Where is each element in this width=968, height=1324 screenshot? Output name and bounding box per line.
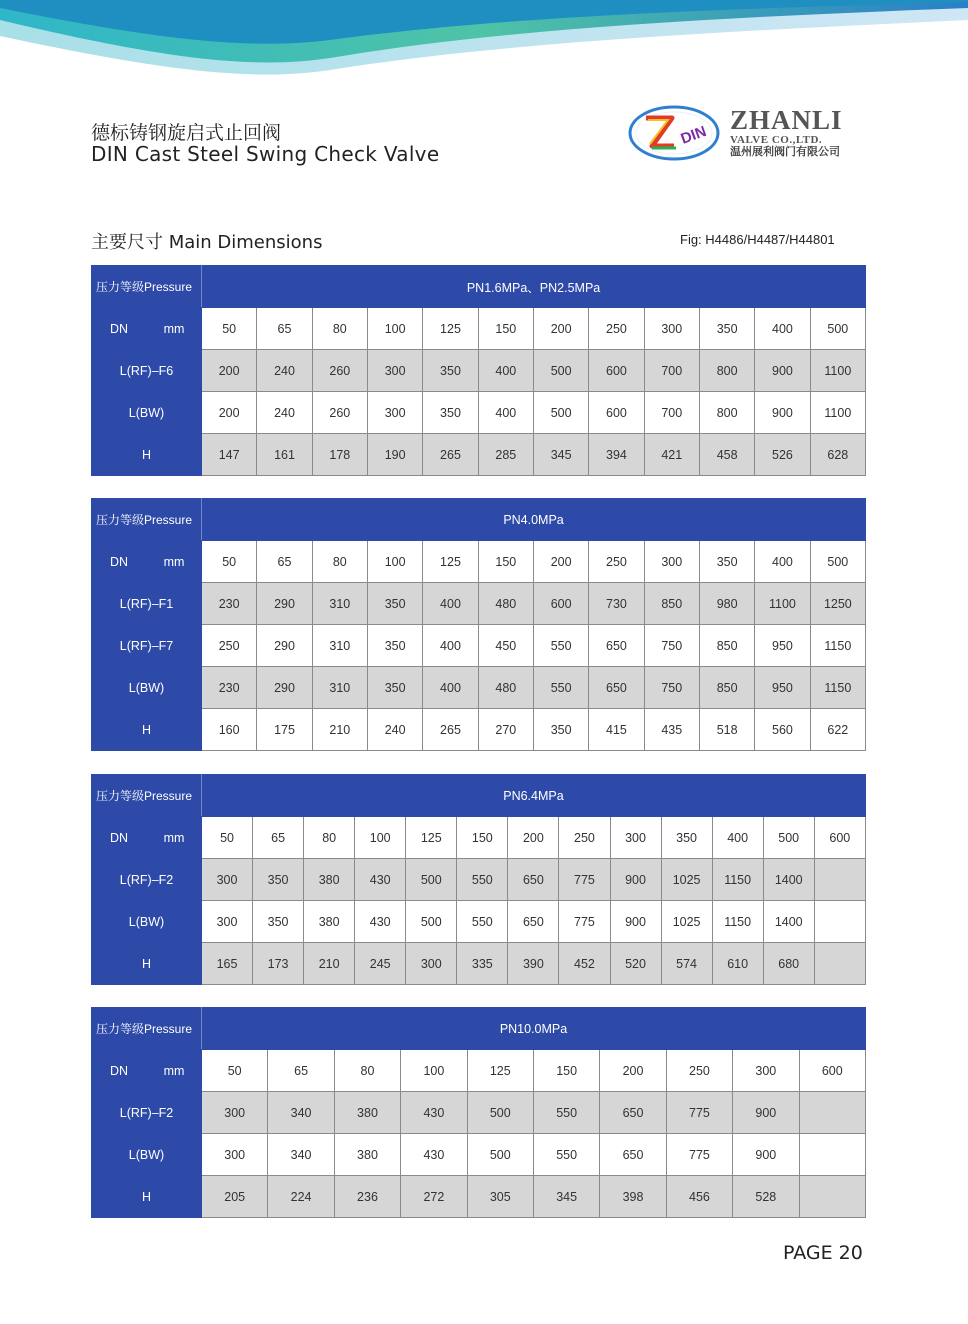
pressure-row bbox=[92, 266, 866, 308]
dimension-value-cell: 435 bbox=[644, 709, 699, 751]
dn-value-cell: 600 bbox=[799, 1050, 866, 1092]
dimension-table bbox=[91, 774, 866, 985]
row-label: L(BW) bbox=[92, 901, 202, 943]
dimension-value-cell bbox=[799, 1092, 866, 1134]
dimension-value-cell bbox=[814, 859, 865, 901]
dn-value-cell: 50 bbox=[202, 1050, 268, 1092]
dimension-value-cell: 458 bbox=[699, 434, 754, 476]
dimension-value-cell: 398 bbox=[600, 1176, 666, 1218]
table-row bbox=[92, 901, 866, 943]
dimension-value-cell: 240 bbox=[257, 350, 312, 392]
page-title-chinese: 德标铸钢旋启式止回阀 bbox=[91, 122, 282, 144]
dimension-value-cell: 345 bbox=[533, 1176, 599, 1218]
dn-value-cell: 80 bbox=[312, 541, 367, 583]
dimension-value-cell: 950 bbox=[755, 625, 810, 667]
dn-value-cell: 50 bbox=[202, 308, 257, 350]
dn-value-cell: 200 bbox=[533, 308, 588, 350]
dimension-value-cell: 900 bbox=[755, 392, 810, 434]
dn-value-cell: 500 bbox=[810, 541, 865, 583]
dn-value-cell: 150 bbox=[533, 1050, 599, 1092]
dimension-value-cell: 350 bbox=[253, 859, 304, 901]
dimension-value-cell: 900 bbox=[610, 859, 661, 901]
dimension-value-cell: 340 bbox=[268, 1092, 334, 1134]
pressure-class-value: PN4.0MPa bbox=[202, 499, 866, 541]
pressure-class-value: PN1.6MPa、PN2.5MPa bbox=[202, 266, 866, 308]
dimension-value-cell: 430 bbox=[401, 1092, 467, 1134]
dimension-value-cell: 175 bbox=[257, 709, 312, 751]
dimension-value-cell: 1250 bbox=[810, 583, 865, 625]
dimension-value-cell: 350 bbox=[253, 901, 304, 943]
dn-value-cell: 250 bbox=[559, 817, 610, 859]
dimension-value-cell: 210 bbox=[312, 709, 367, 751]
dimension-value-cell: 300 bbox=[202, 901, 253, 943]
dn-value-cell: 65 bbox=[257, 308, 312, 350]
dimension-value-cell: 730 bbox=[589, 583, 644, 625]
dimension-value-cell: 400 bbox=[423, 667, 478, 709]
dimension-value-cell: 600 bbox=[533, 583, 588, 625]
dimension-value-cell: 1150 bbox=[810, 667, 865, 709]
dimension-value-cell: 775 bbox=[666, 1092, 732, 1134]
dimension-value-cell: 900 bbox=[733, 1092, 799, 1134]
dn-value-cell: 125 bbox=[467, 1050, 533, 1092]
page-title-english: DIN Cast Steel Swing Check Valve bbox=[91, 142, 440, 166]
dimension-value-cell: 200 bbox=[202, 392, 257, 434]
dn-value-cell: 150 bbox=[478, 308, 533, 350]
dimension-value-cell: 300 bbox=[367, 350, 422, 392]
dimension-value-cell bbox=[814, 901, 865, 943]
dimension-value-cell: 300 bbox=[202, 1092, 268, 1134]
dimension-value-cell: 500 bbox=[467, 1134, 533, 1176]
dimension-value-cell: 500 bbox=[533, 392, 588, 434]
dimension-value-cell: 245 bbox=[355, 943, 406, 985]
dimension-value-cell: 380 bbox=[334, 1134, 400, 1176]
dimension-value-cell: 650 bbox=[600, 1092, 666, 1134]
dimension-value-cell: 1150 bbox=[810, 625, 865, 667]
dimension-value-cell: 190 bbox=[367, 434, 422, 476]
dn-label: DN bbox=[92, 817, 147, 859]
dimension-value-cell: 680 bbox=[763, 943, 814, 985]
dimension-value-cell: 500 bbox=[467, 1092, 533, 1134]
dimension-value-cell: 800 bbox=[699, 350, 754, 392]
table-row bbox=[92, 1176, 866, 1218]
dimension-value-cell: 400 bbox=[423, 583, 478, 625]
table-row bbox=[92, 583, 866, 625]
row-label: L(RF)–F2 bbox=[92, 1092, 202, 1134]
dimension-value-cell bbox=[799, 1134, 866, 1176]
dimension-value-cell: 1100 bbox=[810, 350, 865, 392]
dimension-value-cell: 380 bbox=[334, 1092, 400, 1134]
dimension-value-cell: 900 bbox=[755, 350, 810, 392]
dn-value-cell: 250 bbox=[589, 541, 644, 583]
dimension-value-cell: 550 bbox=[457, 859, 508, 901]
dimension-value-cell: 173 bbox=[253, 943, 304, 985]
dn-value-cell: 100 bbox=[367, 541, 422, 583]
dimension-value-cell: 650 bbox=[508, 859, 559, 901]
dn-value-cell: 150 bbox=[478, 541, 533, 583]
dn-value-cell: 300 bbox=[610, 817, 661, 859]
dimension-value-cell: 526 bbox=[755, 434, 810, 476]
row-label: H bbox=[92, 434, 202, 476]
pressure-row bbox=[92, 1008, 866, 1050]
dimension-value-cell: 1150 bbox=[712, 859, 763, 901]
table-row bbox=[92, 667, 866, 709]
dimension-value-cell: 224 bbox=[268, 1176, 334, 1218]
dimension-value-cell: 775 bbox=[559, 859, 610, 901]
dimension-value-cell: 350 bbox=[367, 583, 422, 625]
pressure-label: 压力等级Pressure bbox=[92, 775, 202, 817]
dimension-value-cell: 480 bbox=[478, 583, 533, 625]
dimension-value-cell: 430 bbox=[401, 1134, 467, 1176]
dimension-value-cell: 400 bbox=[423, 625, 478, 667]
zhanli-logo-icon bbox=[628, 104, 720, 162]
pressure-label: 压力等级Pressure bbox=[92, 266, 202, 308]
dimension-value-cell: 456 bbox=[666, 1176, 732, 1218]
dimension-value-cell: 622 bbox=[810, 709, 865, 751]
dimension-value-cell: 147 bbox=[202, 434, 257, 476]
dimension-value-cell: 345 bbox=[533, 434, 588, 476]
dimension-value-cell: 520 bbox=[610, 943, 661, 985]
unit-label: mm bbox=[147, 817, 202, 859]
dimension-value-cell: 452 bbox=[559, 943, 610, 985]
dimension-value-cell: 550 bbox=[533, 667, 588, 709]
table-row bbox=[92, 709, 866, 751]
dimension-value-cell: 272 bbox=[401, 1176, 467, 1218]
dimension-value-cell: 350 bbox=[533, 709, 588, 751]
dimension-value-cell: 230 bbox=[202, 583, 257, 625]
dimension-value-cell: 236 bbox=[334, 1176, 400, 1218]
pressure-row bbox=[92, 775, 866, 817]
dimension-value-cell: 1100 bbox=[755, 583, 810, 625]
dimension-value-cell: 390 bbox=[508, 943, 559, 985]
dimension-value-cell: 650 bbox=[589, 625, 644, 667]
dimension-value-cell: 305 bbox=[467, 1176, 533, 1218]
pressure-class-value: PN6.4MPa bbox=[202, 775, 866, 817]
row-label: L(RF)–F6 bbox=[92, 350, 202, 392]
pressure-label: 压力等级Pressure bbox=[92, 499, 202, 541]
dimension-value-cell: 574 bbox=[661, 943, 712, 985]
dimension-value-cell: 650 bbox=[600, 1134, 666, 1176]
dimension-value-cell: 300 bbox=[202, 859, 253, 901]
dn-value-cell: 80 bbox=[334, 1050, 400, 1092]
dimension-value-cell: 350 bbox=[367, 667, 422, 709]
dimension-value-cell: 550 bbox=[533, 1134, 599, 1176]
header-wave-decoration bbox=[0, 0, 968, 90]
dn-value-cell: 600 bbox=[814, 817, 865, 859]
dimension-value-cell: 165 bbox=[202, 943, 253, 985]
dimension-value-cell: 350 bbox=[367, 625, 422, 667]
dimension-value-cell: 850 bbox=[699, 667, 754, 709]
dimension-value-cell: 480 bbox=[478, 667, 533, 709]
row-label: L(BW) bbox=[92, 667, 202, 709]
dimension-value-cell: 430 bbox=[355, 859, 406, 901]
row-label: H bbox=[92, 1176, 202, 1218]
row-label: L(BW) bbox=[92, 392, 202, 434]
dn-value-cell: 125 bbox=[406, 817, 457, 859]
dimension-table bbox=[91, 498, 866, 751]
dimension-value-cell: 775 bbox=[666, 1134, 732, 1176]
dimension-value-cell: 210 bbox=[304, 943, 355, 985]
dimension-value-cell: 775 bbox=[559, 901, 610, 943]
row-label: L(RF)–F1 bbox=[92, 583, 202, 625]
dimension-value-cell: 1400 bbox=[763, 901, 814, 943]
dimension-value-cell: 900 bbox=[733, 1134, 799, 1176]
dn-value-cell: 250 bbox=[666, 1050, 732, 1092]
dimension-value-cell: 310 bbox=[312, 583, 367, 625]
dn-value-cell: 200 bbox=[508, 817, 559, 859]
dn-value-cell: 250 bbox=[589, 308, 644, 350]
dimension-value-cell: 400 bbox=[478, 350, 533, 392]
dimension-value-cell: 750 bbox=[644, 667, 699, 709]
pressure-class-value: PN10.0MPa bbox=[202, 1008, 866, 1050]
dn-value-cell: 80 bbox=[304, 817, 355, 859]
dn-value-cell: 300 bbox=[644, 308, 699, 350]
dimension-value-cell: 518 bbox=[699, 709, 754, 751]
dn-row bbox=[92, 817, 866, 859]
dimension-value-cell: 335 bbox=[457, 943, 508, 985]
table-row bbox=[92, 943, 866, 985]
company-subtitle: VALVE CO.,LTD. bbox=[730, 134, 823, 146]
dimension-value-cell: 340 bbox=[268, 1134, 334, 1176]
dn-value-cell: 300 bbox=[644, 541, 699, 583]
dimension-value-cell: 600 bbox=[589, 392, 644, 434]
dimension-value-cell: 700 bbox=[644, 392, 699, 434]
dimension-value-cell: 800 bbox=[699, 392, 754, 434]
dimension-value-cell: 1150 bbox=[712, 901, 763, 943]
dn-value-cell: 350 bbox=[699, 541, 754, 583]
company-name: ZHANLI bbox=[730, 105, 843, 135]
page-number: PAGE 20 bbox=[783, 1242, 863, 1264]
dimension-value-cell: 1025 bbox=[661, 859, 712, 901]
dimension-value-cell: 550 bbox=[533, 625, 588, 667]
dn-value-cell: 125 bbox=[423, 308, 478, 350]
dimension-value-cell: 500 bbox=[406, 901, 457, 943]
dimension-value-cell: 394 bbox=[589, 434, 644, 476]
dimension-value-cell: 500 bbox=[533, 350, 588, 392]
dimension-value-cell: 300 bbox=[406, 943, 457, 985]
dimension-value-cell: 450 bbox=[478, 625, 533, 667]
dimension-value-cell: 1400 bbox=[763, 859, 814, 901]
dimension-value-cell: 250 bbox=[202, 625, 257, 667]
dn-value-cell: 500 bbox=[763, 817, 814, 859]
dimension-value-cell: 560 bbox=[755, 709, 810, 751]
dimension-value-cell: 161 bbox=[257, 434, 312, 476]
dimension-value-cell: 260 bbox=[312, 350, 367, 392]
company-logo bbox=[628, 104, 873, 164]
dn-value-cell: 100 bbox=[367, 308, 422, 350]
dn-value-cell: 65 bbox=[253, 817, 304, 859]
unit-label: mm bbox=[147, 308, 202, 350]
dimension-value-cell: 310 bbox=[312, 667, 367, 709]
dn-value-cell: 80 bbox=[312, 308, 367, 350]
dimension-value-cell: 1100 bbox=[810, 392, 865, 434]
dimension-value-cell bbox=[814, 943, 865, 985]
dimension-value-cell: 350 bbox=[423, 392, 478, 434]
dimension-value-cell: 430 bbox=[355, 901, 406, 943]
dn-label: DN bbox=[92, 308, 147, 350]
dimension-value-cell: 750 bbox=[644, 625, 699, 667]
company-name-chinese: 温州展利阀门有限公司 bbox=[730, 145, 840, 158]
dimension-value-cell: 415 bbox=[589, 709, 644, 751]
dn-value-cell: 100 bbox=[401, 1050, 467, 1092]
dn-value-cell: 400 bbox=[712, 817, 763, 859]
dimension-value-cell: 160 bbox=[202, 709, 257, 751]
figure-number: Fig: H4486/H4487/H44801 bbox=[680, 232, 835, 247]
unit-label: mm bbox=[147, 1050, 202, 1092]
dimension-value-cell: 950 bbox=[755, 667, 810, 709]
dimension-value-cell: 610 bbox=[712, 943, 763, 985]
dimension-value-cell bbox=[799, 1176, 866, 1218]
dimension-value-cell: 265 bbox=[423, 434, 478, 476]
dn-row bbox=[92, 541, 866, 583]
dimension-value-cell: 700 bbox=[644, 350, 699, 392]
table-row bbox=[92, 434, 866, 476]
dimension-value-cell: 240 bbox=[367, 709, 422, 751]
dn-value-cell: 400 bbox=[755, 308, 810, 350]
dn-label: DN bbox=[92, 541, 147, 583]
dimension-value-cell: 205 bbox=[202, 1176, 268, 1218]
dn-value-cell: 350 bbox=[661, 817, 712, 859]
row-label: H bbox=[92, 943, 202, 985]
dn-value-cell: 500 bbox=[810, 308, 865, 350]
dimension-value-cell: 1025 bbox=[661, 901, 712, 943]
dimension-value-cell: 230 bbox=[202, 667, 257, 709]
dimension-value-cell: 380 bbox=[304, 859, 355, 901]
dimension-value-cell: 650 bbox=[508, 901, 559, 943]
pressure-row bbox=[92, 499, 866, 541]
dimension-value-cell: 528 bbox=[733, 1176, 799, 1218]
dimension-value-cell: 628 bbox=[810, 434, 865, 476]
dn-value-cell: 100 bbox=[355, 817, 406, 859]
dn-value-cell: 50 bbox=[202, 541, 257, 583]
table-row bbox=[92, 859, 866, 901]
dn-value-cell: 65 bbox=[268, 1050, 334, 1092]
dimension-value-cell: 850 bbox=[699, 625, 754, 667]
table-row bbox=[92, 350, 866, 392]
dimension-value-cell: 290 bbox=[257, 667, 312, 709]
dimension-table bbox=[91, 265, 866, 476]
dimension-value-cell: 290 bbox=[257, 583, 312, 625]
table-row bbox=[92, 1092, 866, 1134]
dimension-value-cell: 650 bbox=[589, 667, 644, 709]
dn-value-cell: 350 bbox=[699, 308, 754, 350]
dimension-value-cell: 270 bbox=[478, 709, 533, 751]
dimension-value-cell: 600 bbox=[589, 350, 644, 392]
row-label: H bbox=[92, 709, 202, 751]
dimension-value-cell: 265 bbox=[423, 709, 478, 751]
dimension-table bbox=[91, 1007, 866, 1218]
dimension-value-cell: 850 bbox=[644, 583, 699, 625]
dimension-value-cell: 500 bbox=[406, 859, 457, 901]
dimension-value-cell: 290 bbox=[257, 625, 312, 667]
table-row bbox=[92, 392, 866, 434]
dimension-value-cell: 900 bbox=[610, 901, 661, 943]
dn-value-cell: 300 bbox=[733, 1050, 799, 1092]
dn-value-cell: 125 bbox=[423, 541, 478, 583]
dimension-value-cell: 300 bbox=[367, 392, 422, 434]
dimension-value-cell: 310 bbox=[312, 625, 367, 667]
dimension-value-cell: 178 bbox=[312, 434, 367, 476]
dimension-value-cell: 260 bbox=[312, 392, 367, 434]
svg-text:DIN: DIN bbox=[678, 122, 709, 148]
row-label: L(BW) bbox=[92, 1134, 202, 1176]
dimension-value-cell: 240 bbox=[257, 392, 312, 434]
dimension-value-cell: 200 bbox=[202, 350, 257, 392]
row-label: L(RF)–F2 bbox=[92, 859, 202, 901]
dn-value-cell: 200 bbox=[600, 1050, 666, 1092]
dimension-value-cell: 980 bbox=[699, 583, 754, 625]
dn-row bbox=[92, 1050, 866, 1092]
dn-value-cell: 200 bbox=[533, 541, 588, 583]
dn-label: DN bbox=[92, 1050, 147, 1092]
dimension-value-cell: 300 bbox=[202, 1134, 268, 1176]
dimension-value-cell: 400 bbox=[478, 392, 533, 434]
dimension-value-cell: 550 bbox=[533, 1092, 599, 1134]
dn-value-cell: 150 bbox=[457, 817, 508, 859]
dimension-value-cell: 421 bbox=[644, 434, 699, 476]
dn-row bbox=[92, 308, 866, 350]
section-title: 主要尺寸 Main Dimensions bbox=[91, 232, 323, 253]
table-row bbox=[92, 625, 866, 667]
dn-value-cell: 50 bbox=[202, 817, 253, 859]
dimension-value-cell: 350 bbox=[423, 350, 478, 392]
unit-label: mm bbox=[147, 541, 202, 583]
pressure-label: 压力等级Pressure bbox=[92, 1008, 202, 1050]
table-row bbox=[92, 1134, 866, 1176]
dn-value-cell: 400 bbox=[755, 541, 810, 583]
dimension-value-cell: 550 bbox=[457, 901, 508, 943]
row-label: L(RF)–F7 bbox=[92, 625, 202, 667]
dn-value-cell: 65 bbox=[257, 541, 312, 583]
dimension-value-cell: 285 bbox=[478, 434, 533, 476]
dimension-value-cell: 380 bbox=[304, 901, 355, 943]
